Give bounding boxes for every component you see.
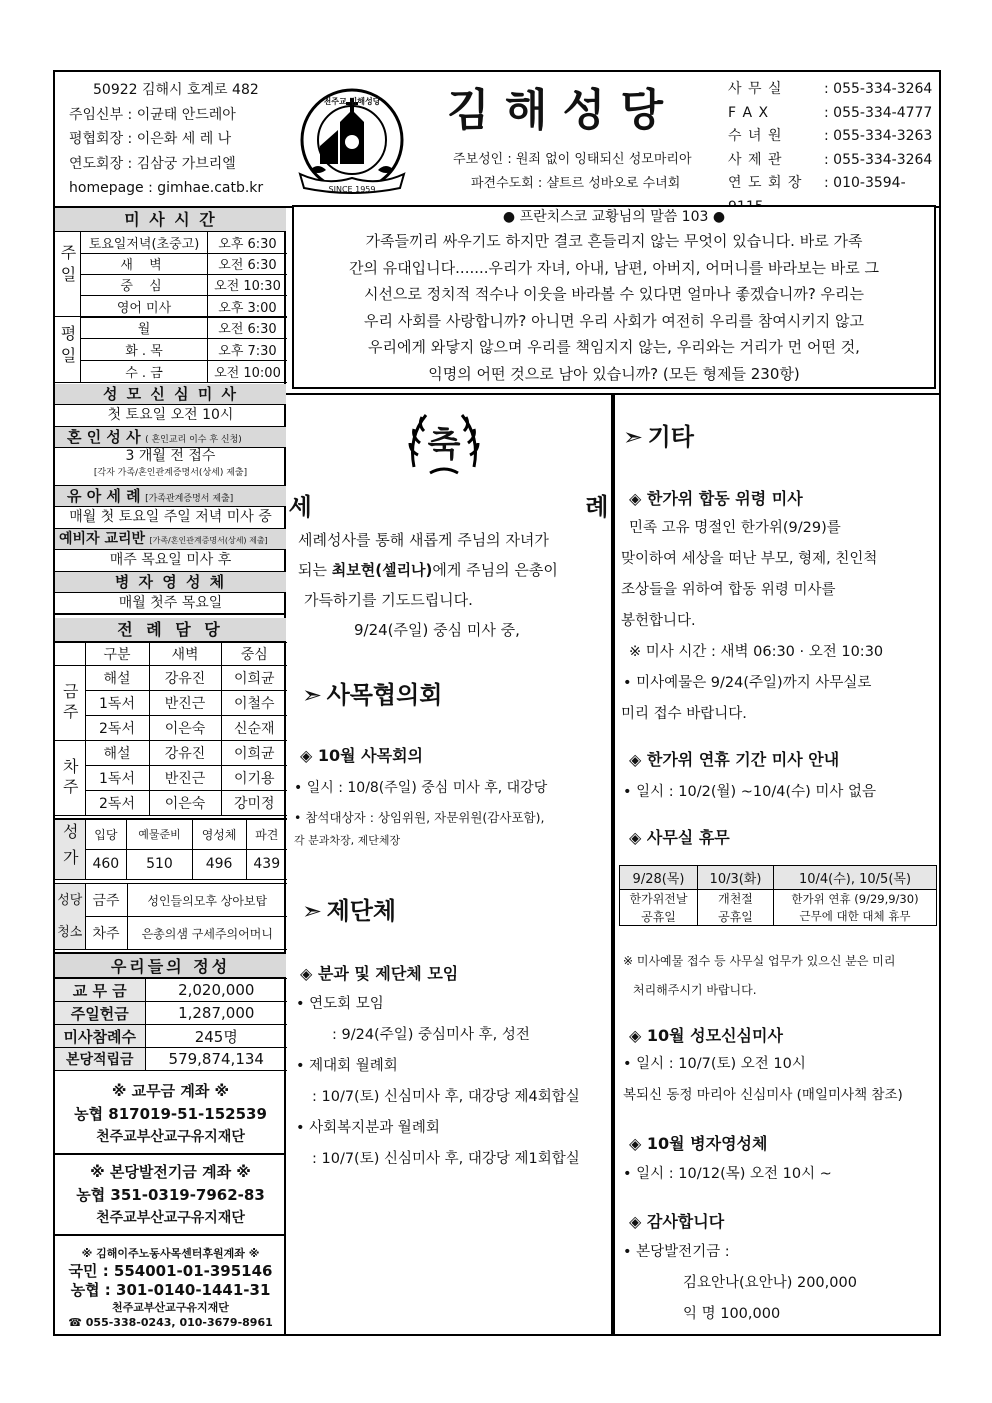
info-pastor: 주임신부 : 이균태 안드레아	[69, 106, 236, 123]
right-column	[613, 393, 939, 1336]
office-closed-heading: ◈ 사무실 휴무	[629, 828, 730, 847]
council-body: • 일시 : 10/8(주일) 중심 미사 후, 대강당 • 참석대상자 : 상임위원, 자문위원(감사포함), 각 분과차장, 제단체장	[294, 780, 548, 847]
account-migrant: ※ 김해이주노동사목센터후원계좌 ※ 국민 : 554001-01-395146 농협 : 301-0140-1441-31 천주교부산교구유지재단 ☎ 055-338-0243, 010-3679-8961	[68, 1247, 273, 1329]
office-closed-table: 9/28(목) 10/3(화) 10/4(수), 10/5(목) 한가위전날 개천절 한가위 연휴 (9/29,9/30) 공휴일 공휴일 근무에 대한 대체 휴무	[619, 865, 937, 926]
sick-oct-body: • 일시 : 10/12(목) 오전 10시 ~	[623, 1166, 832, 1182]
contact-fax: F A X : 055-334-4777	[728, 104, 933, 121]
pope-quote-title: ● 프란치스코 교황님의 말씀 103 ●	[502, 209, 726, 225]
infant-baptism-info: 매월 첫 토요일 주일 저녁 미사 중	[55, 507, 286, 529]
mass-sunday-table: 토요일저녁(초중고) 오후 6:30 새 벽 오전 6:30 중 심 오전 10:30 영어 미사 오후 3:00	[80, 232, 287, 318]
contact-office: 사 무 실 : 055-334-3264	[728, 81, 933, 97]
church-info	[65, 78, 295, 201]
memorial-mass-heading: ◈ 한가위 합동 위령 미사	[629, 489, 803, 508]
etc-heading: ➣ 기타	[623, 423, 694, 451]
baptism-text: 세례성사를 통해 새롭게 주님의 자녀가 되는 최보현(셀리나)에게 주님의 은총이 가득하기를 기도드립니다. 9/24(주일) 중심 미사 중,	[298, 531, 558, 639]
bulletin-frame	[53, 70, 941, 1336]
office-closed-note: ※ 미사예물 접수 등 사무실 업무가 있으신 분은 미리 처리해주시기 바랍니다.	[623, 954, 896, 997]
infant-baptism-title: 유 아 세 례 [가족관계증명서 제출]	[55, 486, 286, 507]
memorial-mass-body: 민족 고유 명절인 한가위(9/29)를 맞이하여 세상을 떠난 부모, 형제, 친인척 조상들을 위하여 합동 위령 미사를 봉헌합니다. ※ 미사 시간 : 새벽 06:30 · 오전 10:30 • 미사예물은 9/24(주일)까지 사무실로 미리 접수 바랍니다.	[621, 520, 884, 722]
diamond-icon: ◈	[629, 1212, 642, 1231]
baptism-title: 세 례	[288, 493, 609, 521]
catechumen-info: 매주 목요일 미사 후	[55, 550, 286, 572]
celebration-emblem	[404, 407, 484, 479]
offering-table: 교 무 금 2,020,000 주일헌금 1,287,000 미사참례수 245명 본당적립금 579,874,134	[55, 978, 287, 1071]
celebration-char: 축	[427, 425, 461, 465]
holiday-mass-body: • 일시 : 10/2(월) ~10/4(수) 미사 없음	[623, 784, 877, 800]
church-logo	[290, 86, 414, 200]
choir-table: 성가 입당 예물준비 영성체 파견 460 510 496 439	[55, 818, 287, 880]
patron-saint: 주보성인 : 원죄 없이 잉태되신 성모마리아	[453, 152, 692, 167]
marian-mass-time: 첫 토요일 오전 10시	[55, 405, 286, 427]
diamond-icon: ◈	[629, 828, 642, 847]
holiday-mass-heading: ◈ 한가위 연휴 기간 미사 안내	[629, 750, 840, 769]
sick-communion-title: 병 자 영 성 체	[55, 572, 286, 593]
pope-quote-text: 가족들끼리 싸우기도 하지만 결코 흔들리지 않는 무엇이 있습니다. 바로 가족 간의 유대입니다.......우리가 자녀, 아내, 남편, 아버지, 어머니를 바라보는 바로 그 시선으로 정치적 적수나 이웃을 바라볼 수 있다면 얼마나 좋겠습니까? 우리는 우리 사회를 사랑합니까? 아니면 우리 사회가 여전히 우리를 참여시키지 않고 우리에게 와닿지 않으며 우리를 책임지지 않는, 우리와는 거리가 먼 어떤 것, 익명의 어떤 것으로 남아 있습니까? (모든 형제들 230항)	[348, 232, 880, 383]
catechumen-title: 예비자 교리반 [가족/혼인관계증명서(상세) 제출]	[55, 529, 286, 550]
pope-quote-box	[292, 205, 936, 389]
groups-body: • 연도회 모임 : 9/24(주일) 중심미사 후, 성전 • 제대회 월례회 : 10/7(토) 신심미사 후, 대강당 제4회합실 • 사회복지분과 월례회 : 10/7(토) 신심미사 후, 대강당 제1회합실	[296, 996, 580, 1167]
info-address: 50922 김해시 호계로 482	[93, 82, 259, 98]
mass-weekday-label: 평일	[55, 317, 81, 383]
logo-since: SINCE 1959	[328, 185, 376, 194]
diamond-icon: ◈	[629, 1134, 642, 1153]
religious-order: 파견수도회 : 샬트르 성바오로 수녀회	[471, 176, 681, 191]
mass-sunday-label: 주일	[55, 232, 81, 317]
header	[55, 72, 939, 208]
middle-column	[286, 393, 613, 1336]
diamond-icon: ◈	[629, 750, 642, 769]
thanks-heading: ◈ 감사합니다	[629, 1212, 725, 1231]
offering-title: 우리들의 정성	[55, 952, 286, 978]
contact-yeondo: 연 도 회 장 : 010-3594-	[728, 175, 906, 191]
mass-sat-evening: 토요일저녁(초중고)	[81, 232, 208, 253]
info-yeondo: 연도회장 : 김삼궁 가브리엘	[69, 155, 236, 172]
groups-subheading: ◈ 분과 및 제단체 모임	[300, 964, 459, 983]
wedding-title: 혼 인 성 사 ( 혼인교리 이수 후 신청)	[55, 427, 286, 448]
arrow-icon: ➣	[623, 423, 644, 451]
info-council: 평협회장 : 이은화 세 레 나	[69, 131, 232, 147]
groups-heading: ➣ 제단체	[302, 897, 397, 925]
church-title: 김 해 성 당	[447, 85, 663, 136]
arrow-icon: ➣	[302, 681, 323, 709]
thanks-body: • 본당발전기금 : 김요안나(요안나) 200,000 익 명 100,000	[623, 1244, 857, 1322]
council-subheading: ◈ 10월 사목회의	[300, 746, 424, 765]
council-heading: ➣ 사목협의회	[302, 681, 443, 709]
marian-oct-body: • 일시 : 10/7(토) 오전 10시 복되신 동정 마리아 신심미사 (매일미사책 참조)	[623, 1056, 903, 1103]
sick-oct-heading: ◈ 10월 병자영성체	[629, 1134, 768, 1153]
diamond-icon: ◈	[629, 489, 642, 508]
arrow-icon: ➣	[302, 897, 323, 925]
logo-ring-text: 천주교 김해성당	[323, 97, 381, 106]
cleaning-table: 성당청소 금주 성인들의모후 상아보탑 차주 은총의샘 구세주의어머니	[55, 883, 287, 950]
contact-convent: 수 녀 원 : 055-334-3263	[728, 128, 933, 144]
liturgy-table: 구분 새벽 중심 금주 해설 강유진 이희균 1독서 반진근 이철수 2독서 이은숙 신순재 차주 해설 강유진 이희균 1독서 반진근 이기용 2독서 이은숙 강미정	[55, 642, 287, 816]
liturgy-title: 전 례 담 당	[55, 618, 286, 642]
mass-weekday-table: 월 오전 6:30 화 . 목 오후 7:30 수 . 금 오전 10:00	[80, 316, 287, 383]
contacts	[728, 78, 938, 219]
homepage-link[interactable]: homepage : gimhae.catb.kr	[69, 180, 264, 196]
diamond-icon: ◈	[300, 964, 313, 983]
contact-rectory: 사 제 관 : 055-334-3264	[728, 151, 933, 168]
account-tithe: ※ 교무금 계좌 ※ 농협 817019-51-152539 천주교부산교구유지재단	[55, 1074, 286, 1155]
sick-communion-info: 매월 첫주 목요일	[55, 593, 286, 615]
mass-times-title: 미 사 시 간	[55, 208, 286, 232]
left-column	[55, 208, 286, 1336]
marian-mass-title: 성 모 신 심 미 사	[55, 384, 286, 405]
diamond-icon: ◈	[300, 746, 313, 765]
wedding-info: 3 개월 전 접수 [각자 가족/혼인관계증명서(상세) 제출]	[55, 448, 286, 486]
diamond-icon: ◈	[629, 1026, 642, 1045]
account-development: ※ 본당발전기금 계좌 ※ 농협 351-0319-7962-83 천주교부산교구유지재단	[55, 1155, 286, 1236]
marian-oct-heading: ◈ 10월 성모신심미사	[629, 1026, 783, 1045]
